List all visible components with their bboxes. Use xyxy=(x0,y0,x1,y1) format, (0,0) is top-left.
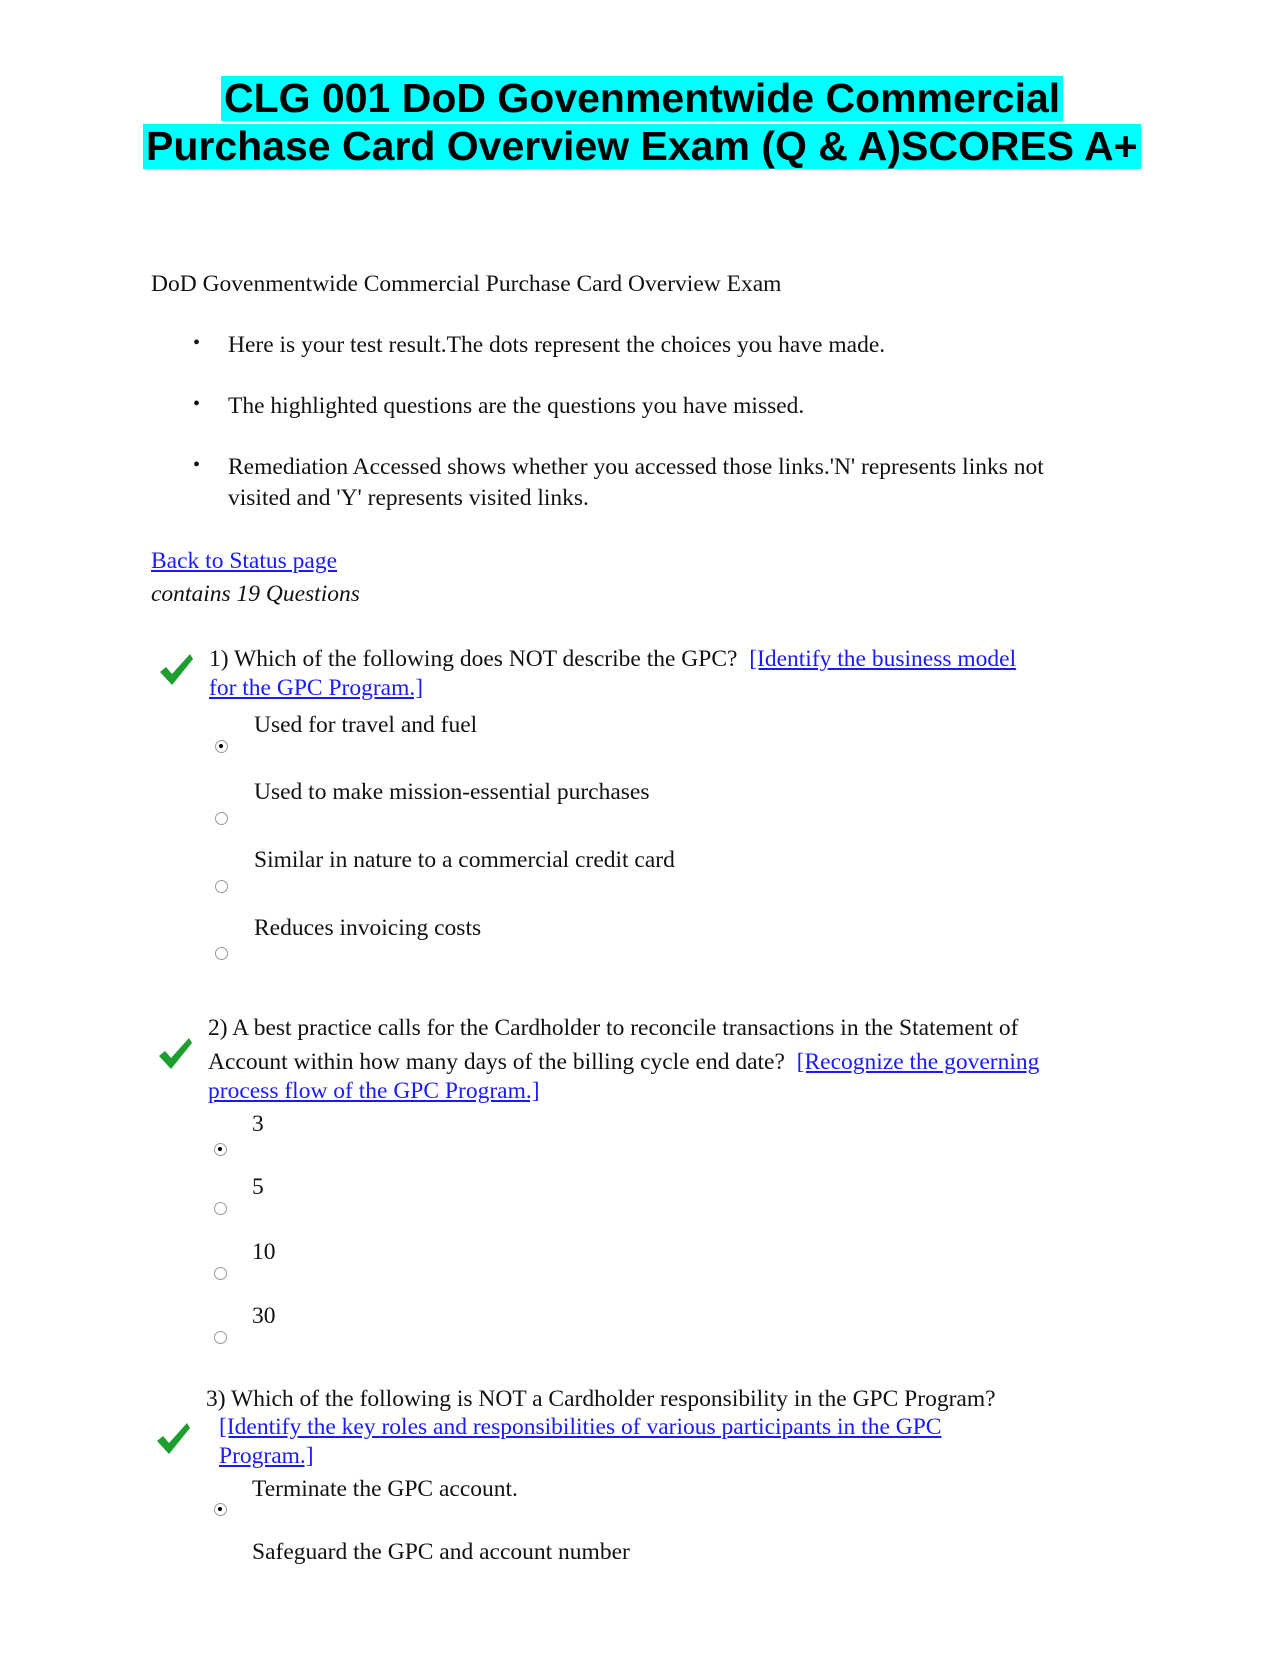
question-3-link-cont[interactable]: Program.] xyxy=(219,1443,314,1469)
question-2-text-cont: Account within how many days of the billing cycle end date? [Recognize the governing xyxy=(208,1049,1040,1075)
q3-option-1-radio[interactable] xyxy=(214,1503,227,1516)
q1-option-4-radio[interactable] xyxy=(215,947,228,960)
question-1-link[interactable]: [Identify the business model xyxy=(749,646,1017,672)
bullet-icon: • xyxy=(193,454,201,476)
q1-option-3: Similar in nature to a commercial credit card xyxy=(254,847,675,873)
question-1-link-cont[interactable]: for the GPC Program.] xyxy=(209,675,424,701)
correct-check-icon xyxy=(157,1036,193,1072)
question-1-text: 1) Which of the following does NOT describe the GPC? [Identify the business model xyxy=(209,646,1017,672)
q2-option-4: 30 xyxy=(252,1303,276,1329)
question-3-text: 3) Which of the following is NOT a Cardholder responsibility in the GPC Program? xyxy=(206,1386,996,1412)
q2-option-4-radio[interactable] xyxy=(214,1331,227,1344)
q1-option-1-radio[interactable] xyxy=(215,740,228,753)
bullet-2: The highlighted questions are the questions you have missed. xyxy=(228,393,805,419)
bullet-3: Remediation Accessed shows whether you accessed those links.'N' represents links not xyxy=(228,454,1044,480)
bullet-icon: • xyxy=(193,332,201,354)
q3-option-2: Safeguard the GPC and account number xyxy=(252,1539,630,1565)
bullet-icon: • xyxy=(193,393,201,415)
q2-option-3-radio[interactable] xyxy=(214,1267,227,1280)
question-count: contains 19 Questions xyxy=(151,581,360,607)
question-3-link[interactable]: [Identify the key roles and responsibilities of various participants in the GPC xyxy=(219,1414,942,1440)
question-2-link-cont[interactable]: process flow of the GPC Program.] xyxy=(208,1078,540,1104)
q2-option-1-radio[interactable] xyxy=(214,1143,227,1156)
q1-option-1: Used for travel and fuel xyxy=(254,712,478,738)
bullet-1: Here is your test result.The dots represent the choices you have made. xyxy=(228,332,886,358)
q2-option-3: 10 xyxy=(252,1239,276,1265)
q1-option-2-radio[interactable] xyxy=(215,812,228,825)
question-2-text: 2) A best practice calls for the Cardholder to reconcile transactions in the Statement of xyxy=(208,1015,1019,1041)
q2-option-1: 3 xyxy=(252,1111,264,1137)
question-2-link[interactable]: [Recognize the governing xyxy=(796,1049,1040,1075)
bullet-3-cont: visited and 'Y' represents visited links. xyxy=(228,485,589,511)
q2-option-2: 5 xyxy=(252,1174,264,1200)
correct-check-icon xyxy=(155,1421,191,1457)
q1-option-3-radio[interactable] xyxy=(215,880,228,893)
correct-check-icon xyxy=(158,652,194,688)
back-to-status-link[interactable]: Back to Status page xyxy=(151,548,338,574)
q1-option-2: Used to make mission-essential purchases xyxy=(254,779,650,805)
q2-option-2-radio[interactable] xyxy=(214,1202,227,1215)
subtitle: DoD Govenmentwide Commercial Purchase Card Overview Exam xyxy=(151,271,782,297)
q3-option-1: Terminate the GPC account. xyxy=(252,1476,518,1502)
title-line-1: CLG 001 DoD Govenmentwide Commercial xyxy=(221,76,1063,121)
q1-option-4: Reduces invoicing costs xyxy=(254,915,482,941)
title-line-2: Purchase Card Overview Exam (Q & A)SCORES A+ xyxy=(143,124,1141,169)
